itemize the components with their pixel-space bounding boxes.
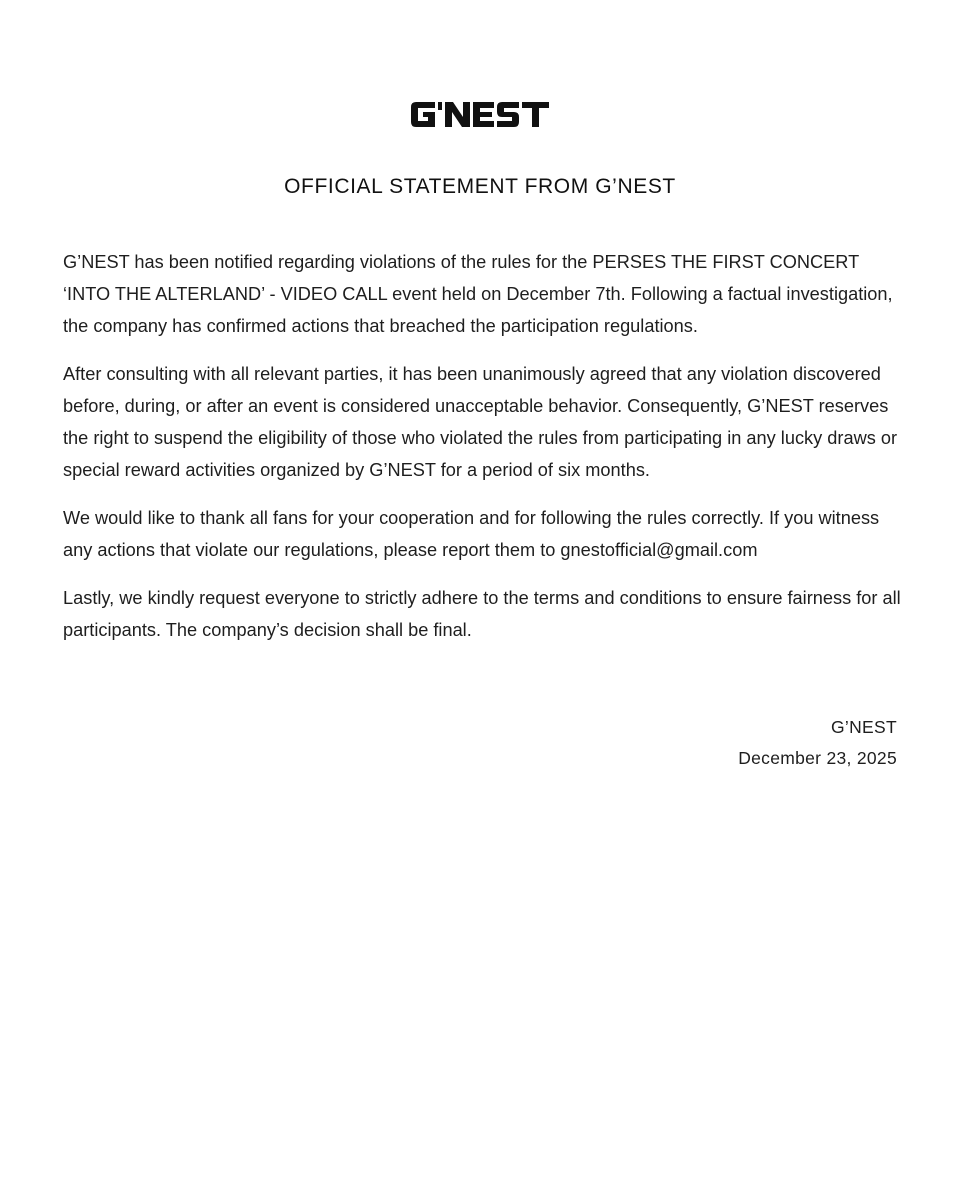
paragraph-thanks-report: We would like to thank all fans for your cooperation and for following the rules correctly. If you witness any actions that violate our regulations, please report them to gnestofficial@gmail.com: [63, 508, 880, 560]
gnest-logo: [0, 102, 960, 128]
paragraph-violation-notice: G’NEST has been notified regarding violations of the rules for the PERSES THE FIRST CONCERT ‘INTO THE ALTERLAND’ - VIDEO CALL event held on December 7th. Following a factual investigation, the company has confirmed actions that breached the participation regulations.: [63, 252, 893, 336]
statement-title: OFFICIAL STATEMENT FROM G’NEST: [284, 175, 676, 198]
gnest-logo-icon: [411, 102, 549, 128]
signature-name: G’NEST: [831, 717, 897, 737]
paragraph-final-request: Lastly, we kindly request everyone to strictly adhere to the terms and conditions to ensure fairness for all participants. The company’s decision shall be final.: [63, 588, 901, 640]
signature-block: [738, 712, 897, 774]
signature-date: December 23, 2025: [738, 748, 897, 768]
paragraph-consequence: After consulting with all relevant parties, it has been unanimously agreed that any violation discovered before, during, or after an event is considered unacceptable behavior. Consequently, G’NEST reserves the right to suspend the eligibility of those who violated the rules from participating in any lucky draws or special reward activities organized by G’NEST for a period of six months.: [63, 364, 898, 480]
statement-body: [63, 246, 903, 662]
